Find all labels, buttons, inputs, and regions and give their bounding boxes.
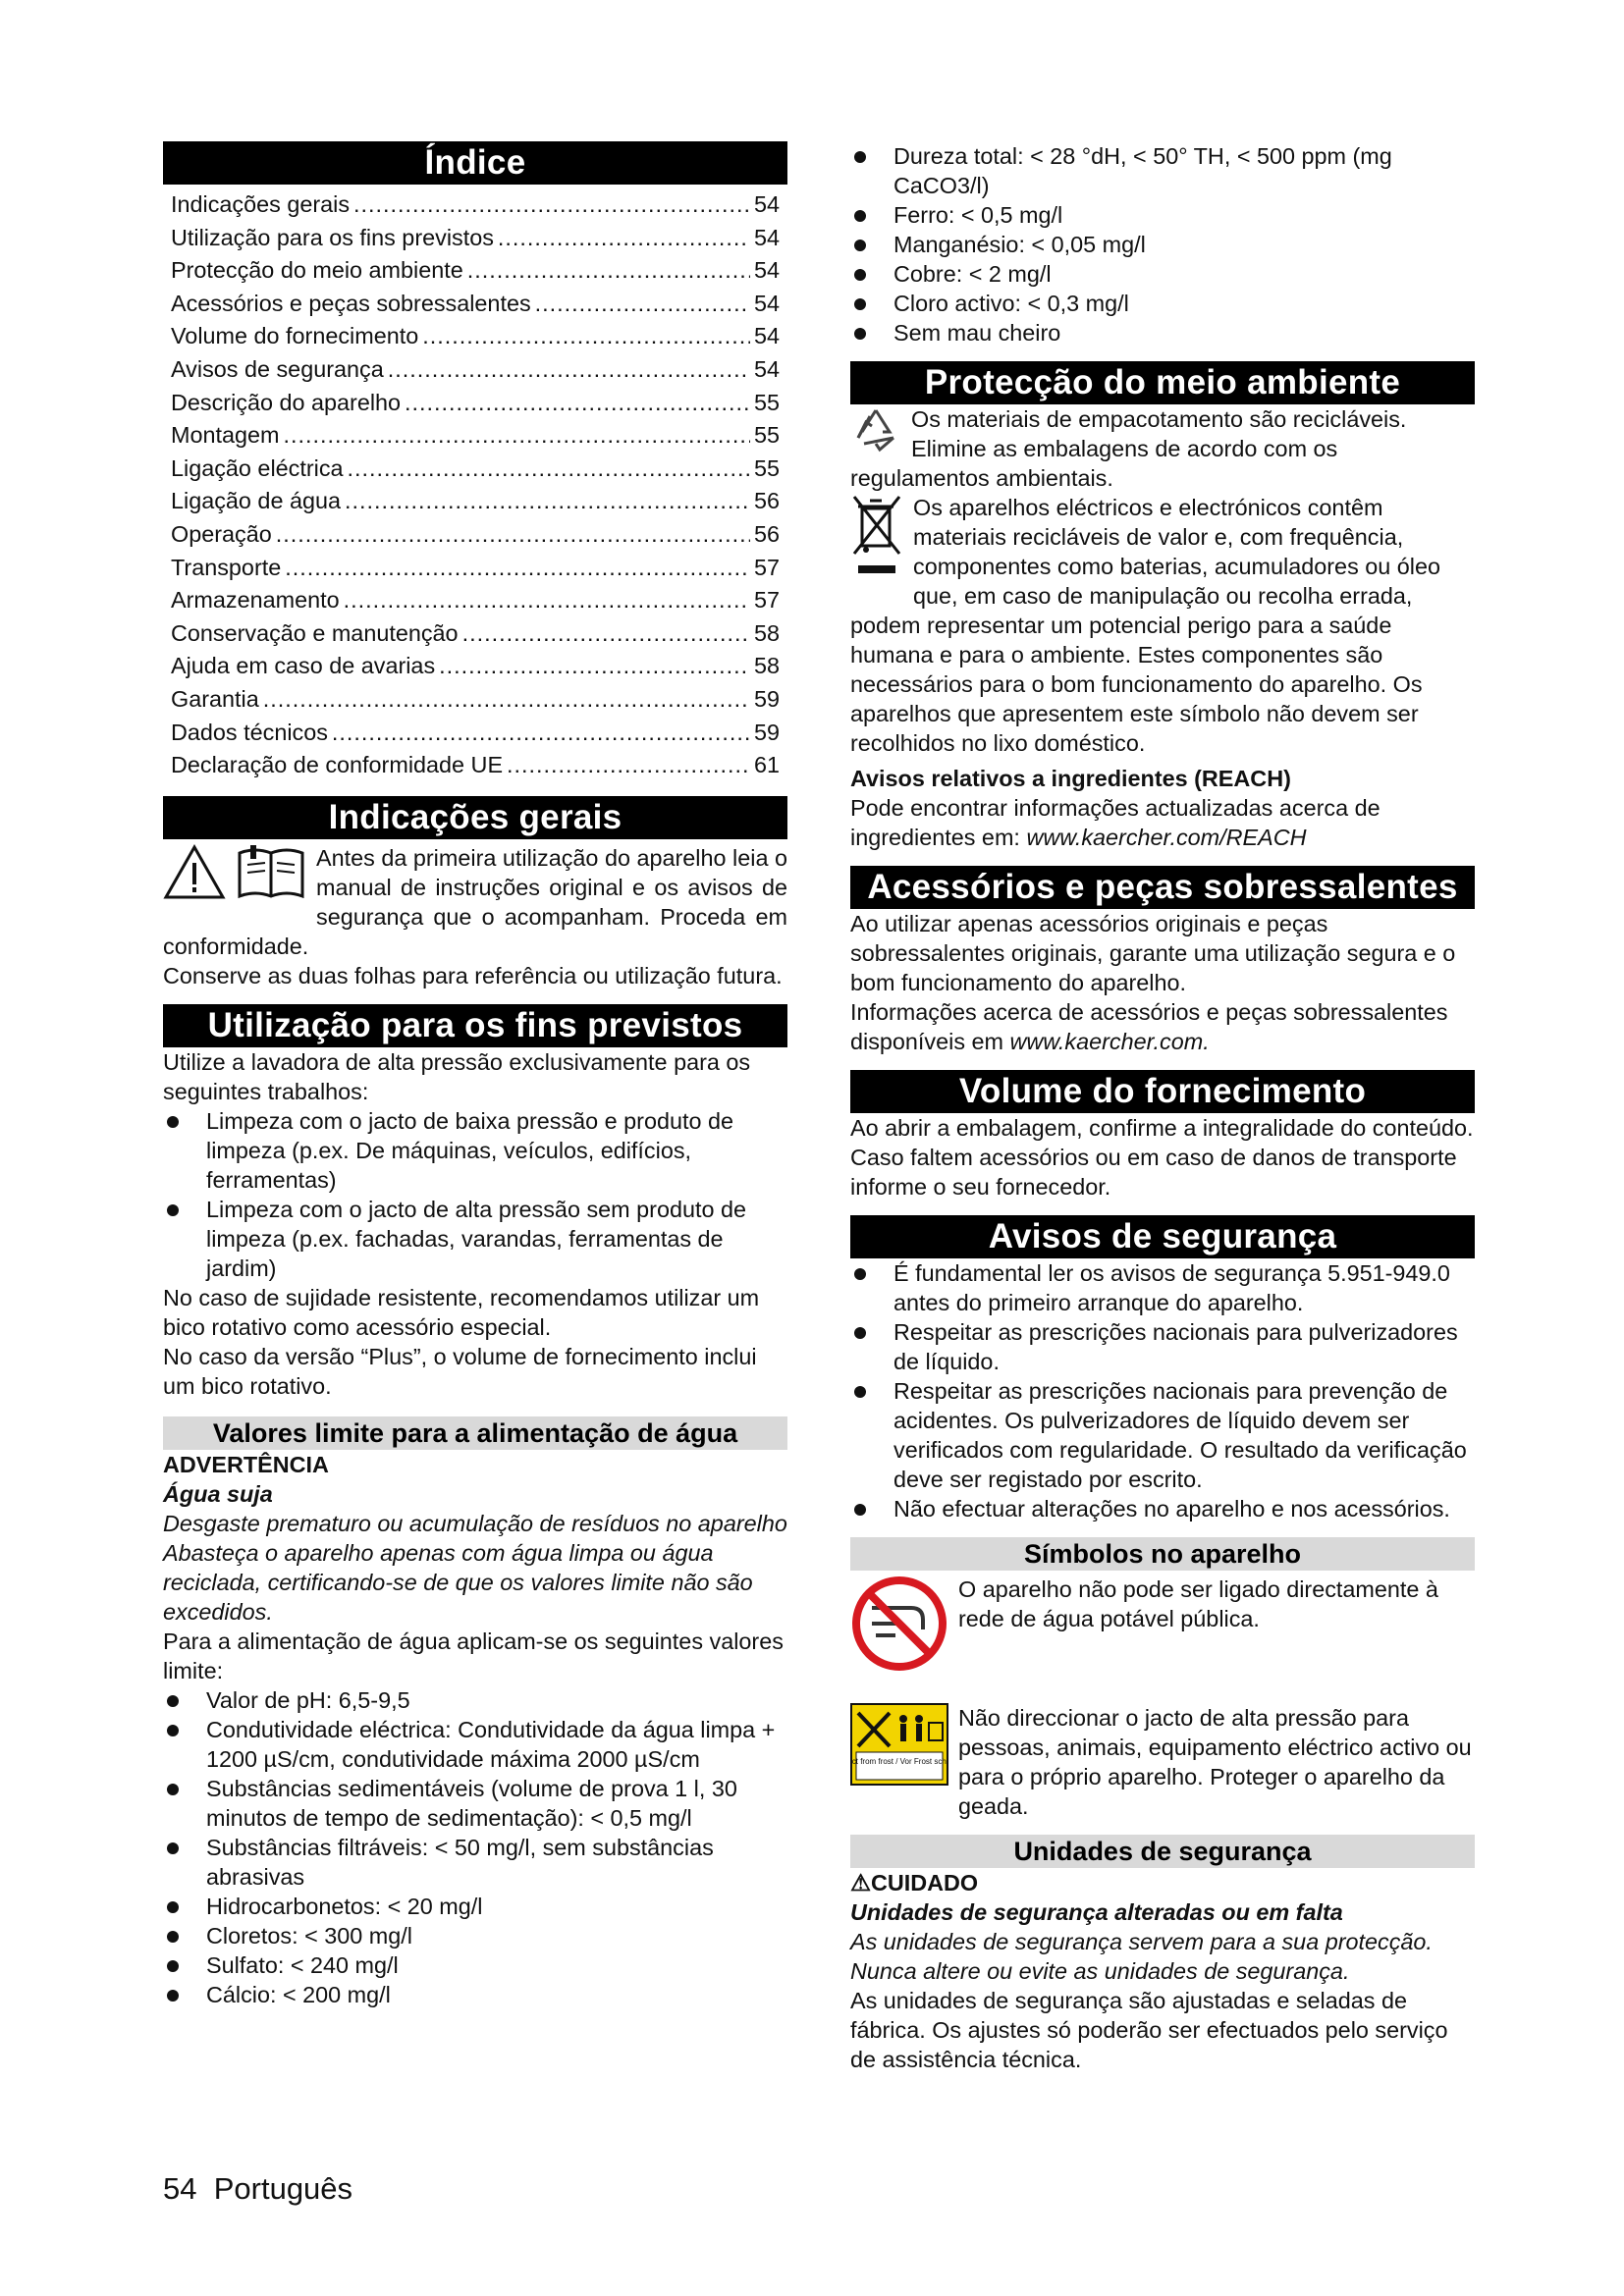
safety-units-hazard: Unidades de segurança alteradas ou em falta bbox=[850, 1899, 1343, 1925]
list-item: Substâncias filtráveis: < 50 mg/l, sem substâncias abrasivas bbox=[163, 1833, 787, 1892]
reach-title: Avisos relativos a ingredientes (REACH) bbox=[850, 766, 1291, 791]
toc-entry[interactable]: Acessórios e peças sobressalentes ..... 54 bbox=[163, 288, 787, 321]
footer-language: Português bbox=[213, 2171, 353, 2206]
right-column bbox=[850, 141, 1475, 2074]
environment-paragraph-1: Os materiais de empacotamento são recicláveis. Elimine as embalagens de acordo com os regulamentos ambientais. bbox=[850, 406, 1407, 491]
toc-entry[interactable]: Protecção do meio ambiente ..... 54 bbox=[163, 254, 787, 288]
toc-entry[interactable]: Avisos de segurança ..... 54 bbox=[163, 353, 787, 387]
intended-use-list bbox=[163, 1106, 787, 1283]
toc-entry[interactable]: Conservação e manutenção ..... 58 bbox=[163, 617, 787, 651]
no-drinking-water-connection-icon bbox=[850, 1575, 948, 1680]
safety-units-consequence: As unidades de segurança servem para a sua protecção. bbox=[850, 1929, 1433, 1954]
general-paragraph-1: Antes da primeira utilização do aparelho leia o manual de instruções original e os avisos de segurança que o acompanham. Proceda em conformidade. bbox=[163, 844, 787, 959]
environment-paragraph-2: Os aparelhos eléctricos e electrónicos contêm materiais recicláveis de valor e, com frequência, componentes como baterias, acumuladores ou óleo que, em caso de manipulação ou recolha errada, podem representar um potencial perigo para a saúde humana e para o ambiente. Estes componentes são necessários para o bom funcionamento do aparelho. Os aparelhos que apresentem este símbolo não devem ser recolhidos no lixo doméstico. bbox=[850, 495, 1441, 756]
water-limits-list bbox=[163, 1685, 787, 2009]
intended-use-paragraph-1: No caso de sujidade resistente, recomendamos utilizar um bico rotativo como acessório especial. bbox=[163, 1284, 760, 1340]
reach-text: Pode encontrar informações actualizadas acerca de ingredientes em: www.kaercher.com/REACH bbox=[850, 795, 1380, 850]
caution-label: ⚠CUIDADO bbox=[850, 1870, 979, 1896]
environment-section bbox=[850, 404, 1475, 852]
no-jet-at-people-icon bbox=[850, 1703, 948, 1792]
accessories-section bbox=[850, 909, 1475, 1056]
toc-entry[interactable]: Utilização para os fins previstos ..... 54 bbox=[163, 222, 787, 255]
safety-header: Avisos de segurança bbox=[850, 1215, 1475, 1258]
page-footer bbox=[163, 2169, 352, 2209]
list-item: Cloretos: < 300 mg/l bbox=[163, 1921, 787, 1950]
list-item: Substâncias sedimentáveis (volume de prova 1 l, 30 minutos de tempo de sedimentação): < 0,5 mg/l bbox=[163, 1774, 787, 1833]
accessories-paragraph-1: Ao utilizar apenas acessórios originais e peças sobressalentes originais, garante uma utilização segura e o bom funcionamento do aparelho. bbox=[850, 911, 1456, 995]
list-item: Dureza total: < 28 °dH, < 50° TH, < 500 ppm (mg CaCO3/l) bbox=[850, 141, 1475, 200]
list-item: Cloro activo: < 0,3 mg/l bbox=[850, 289, 1475, 318]
recycling-icon bbox=[850, 404, 901, 462]
toc-entry[interactable]: Descrição do aparelho ..... 55 bbox=[163, 387, 787, 420]
toc-entry[interactable]: Ajuda em caso de avarias ..... 58 bbox=[163, 650, 787, 683]
water-limits-intro: Para a alimentação de água aplicam-se os seguintes valores limite: bbox=[163, 1628, 784, 1683]
toc-entry[interactable]: Ligação de água ..... 56 bbox=[163, 485, 787, 518]
list-item: Respeitar as prescrições nacionais para prevenção de acidentes. Os pulverizadores de líquido devem ser verificados com regularidade. O resultado da verificação deve ser registado por escrito. bbox=[850, 1376, 1475, 1494]
intended-use-intro: Utilize a lavadora de alta pressão exclusivamente para os seguintes trabalhos: bbox=[163, 1048, 751, 1104]
toc-entry[interactable]: Ligação eléctrica ..... 55 bbox=[163, 453, 787, 486]
warning-label: ADVERTÊNCIA bbox=[163, 1451, 329, 1477]
intended-use-header: Utilização para os fins previstos bbox=[163, 1004, 787, 1047]
safety-units-paragraph: As unidades de segurança são ajustadas e seladas de fábrica. Os ajustes só poderão ser efectuados pelo serviço de assistência técnica. bbox=[850, 1988, 1448, 2072]
toc-entry[interactable]: Transporte ..... 57 bbox=[163, 552, 787, 585]
accessories-header: Acessórios e peças sobressalentes bbox=[850, 866, 1475, 909]
list-item: Manganésio: < 0,05 mg/l bbox=[850, 230, 1475, 259]
general-header: Indicações gerais bbox=[163, 796, 787, 839]
safety-list bbox=[850, 1258, 1475, 1523]
list-item: Respeitar as prescrições nacionais para pulverizadores de líquido. bbox=[850, 1317, 1475, 1376]
toc-entry[interactable]: Dados técnicos ..... 59 bbox=[163, 717, 787, 750]
list-item: Cálcio: < 200 mg/l bbox=[163, 1980, 787, 2009]
symbols-section bbox=[850, 1571, 1475, 1821]
list-item: Cobre: < 2 mg/l bbox=[850, 259, 1475, 289]
hazard-title: Água suja bbox=[163, 1480, 273, 1507]
list-item: Sem mau cheiro bbox=[850, 318, 1475, 347]
list-item: Valor de pH: 6,5-9,5 bbox=[163, 1685, 787, 1715]
list-item: Limpeza com o jacto de alta pressão sem produto de limpeza (p.ex. fachadas, varandas, ferramentas de jardim) bbox=[163, 1195, 787, 1283]
left-column bbox=[163, 141, 787, 2009]
crossed-bin-icon bbox=[850, 493, 903, 588]
toc-entry[interactable]: Indicações gerais ..... 54 bbox=[163, 188, 787, 222]
general-section bbox=[163, 839, 787, 990]
environment-header: Protecção do meio ambiente bbox=[850, 361, 1475, 404]
toc-entry[interactable]: Volume do fornecimento ..... 54 bbox=[163, 320, 787, 353]
hazard-avoidance: Abasteça o aparelho apenas com água limpa ou água reciclada, certificando-se de que os valores limite não são excedidos. bbox=[163, 1539, 753, 1625]
toc-title: Índice bbox=[163, 141, 787, 185]
list-item: Ferro: < 0,5 mg/l bbox=[850, 200, 1475, 230]
manual-book-icon bbox=[236, 843, 306, 907]
page-number: 54 bbox=[163, 2171, 197, 2206]
toc-list bbox=[163, 185, 787, 782]
safety-units-avoidance: Nunca altere ou evite as unidades de segurança. bbox=[850, 1958, 1350, 1984]
accessories-paragraph-2: Informações acerca de acessórios e peças sobressalentes disponíveis em www.kaercher.com. bbox=[850, 999, 1448, 1054]
safety-units-header: Unidades de segurança bbox=[850, 1835, 1475, 1868]
symbol-1-text: O aparelho não pode ser ligado directamente à rede de água potável pública. bbox=[958, 1576, 1438, 1631]
hazard-consequence: Desgaste prematuro ou acumulação de resíduos no aparelho bbox=[163, 1510, 787, 1536]
intended-use-section bbox=[163, 1047, 787, 1401]
toc-entry[interactable]: Montagem ..... 55 bbox=[163, 419, 787, 453]
symbols-header: Símbolos no aparelho bbox=[850, 1537, 1475, 1571]
toc-entry[interactable]: Operação ..... 56 bbox=[163, 518, 787, 552]
delivery-header: Volume do fornecimento bbox=[850, 1070, 1475, 1113]
accessories-link[interactable]: www.kaercher.com. bbox=[1009, 1029, 1210, 1054]
list-item: Sulfato: < 240 mg/l bbox=[163, 1950, 787, 1980]
safety-units-section bbox=[850, 1868, 1475, 2074]
general-paragraph-2: Conserve as duas folhas para referência ou utilização futura. bbox=[163, 962, 783, 988]
reach-link[interactable]: www.kaercher.com/REACH bbox=[1026, 825, 1307, 850]
list-item: Limpeza com o jacto de baixa pressão e produto de limpeza (p.ex. De máquinas, veículos, edifícios, ferramentas) bbox=[163, 1106, 787, 1195]
list-item: Condutividade eléctrica: Condutividade da água limpa + 1200 µS/cm, condutividade máxima 2000 µS/cm bbox=[163, 1715, 787, 1774]
water-limits-header: Valores limite para a alimentação de água bbox=[163, 1416, 787, 1450]
toc-entry[interactable]: Armazenamento ..... 57 bbox=[163, 584, 787, 617]
warning-triangle-icon bbox=[163, 843, 226, 907]
delivery-paragraph: Ao abrir a embalagem, confirme a integralidade do conteúdo. Caso faltem acessórios ou em caso de danos de transporte informe o seu fornecedor. bbox=[850, 1115, 1474, 1200]
intended-use-paragraph-2: No caso da versão “Plus”, o volume de fornecimento inclui um bico rotativo. bbox=[163, 1343, 757, 1399]
list-item: É fundamental ler os avisos de segurança 5.951-949.0 antes do primeiro arranque do aparelho. bbox=[850, 1258, 1475, 1317]
list-item: Não efectuar alterações no aparelho e nos acessórios. bbox=[850, 1494, 1475, 1523]
water-limits-list-continued bbox=[850, 141, 1475, 347]
svg-text:Protect from frost / Vor Frost: ct from frost / Vor Frost sch bbox=[851, 1757, 947, 1766]
list-item: Hidrocarbonetos: < 20 mg/l bbox=[163, 1892, 787, 1921]
toc-entry[interactable]: Declaração de conformidade UE ..... 61 bbox=[163, 749, 787, 782]
water-limits-section bbox=[163, 1450, 787, 2009]
symbol-2-text: Não direccionar o jacto de alta pressão para pessoas, animais, equipamento eléctrico activo ou para o próprio aparelho. Proteger o aparelho da geada. bbox=[958, 1705, 1472, 1819]
toc-entry[interactable]: Garantia ..... 59 bbox=[163, 683, 787, 717]
